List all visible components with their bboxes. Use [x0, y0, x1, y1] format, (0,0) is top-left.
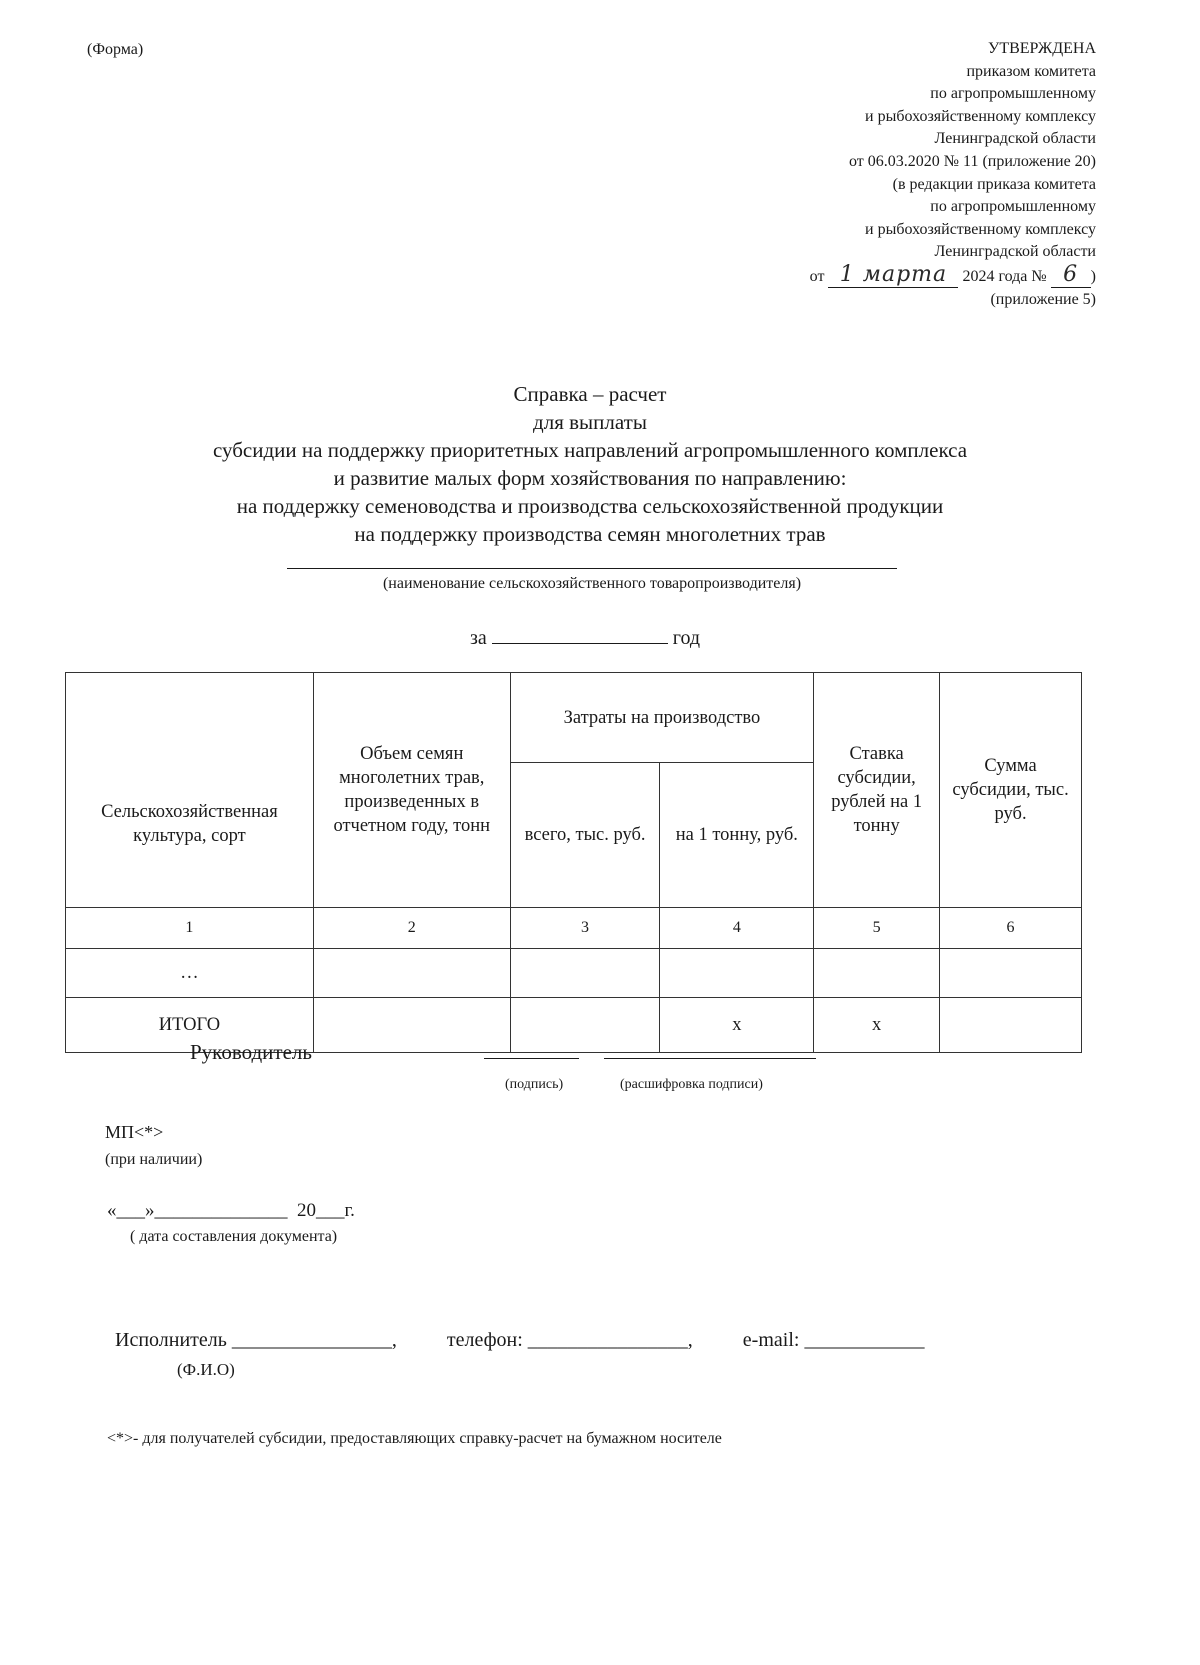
executor-caption: (Ф.И.О) [177, 1360, 235, 1379]
approval-date-line [616, 261, 1096, 289]
stamp-label: МП<*> [105, 1122, 164, 1142]
header-culture: Сельскохозяйственная культура, сорт [66, 673, 314, 908]
form-label: (Форма) [87, 41, 144, 58]
table-cell [940, 998, 1082, 1053]
header-sum: Сумма субсидии, тыс. руб. [940, 673, 1082, 908]
header-costs-group: Затраты на производство [510, 673, 814, 763]
col-number: 4 [660, 908, 814, 949]
title-line: на поддержку семеноводства и производства сельскохозяйственной продукции [236, 494, 944, 518]
producer-name-caption: (наименование сельскохозяйственного товаропроизводителя) [382, 575, 802, 592]
approval-line: Ленинградской области [934, 130, 1096, 148]
title-line: на поддержку производства семян многолетних трав [354, 522, 826, 546]
col-number: 2 [313, 908, 510, 949]
approval-line: и рыбохозяйственному комплексу [865, 107, 1096, 125]
approval-line: (в редакции приказа комитета [892, 175, 1096, 193]
table-header-row [66, 673, 1082, 763]
approval-line: по агропромышленному [930, 85, 1096, 103]
table-cell [510, 998, 660, 1053]
approval-line: УТВЕРЖДЕНА [987, 40, 1096, 57]
year-line [470, 625, 700, 650]
total-x-cell: x [814, 998, 940, 1053]
title-line: для выплаты [533, 410, 647, 434]
approval-line: Ленинградской области [934, 243, 1096, 261]
date-row: «___»______________ 20___г. [107, 1200, 355, 1221]
col-number: 1 [66, 908, 314, 949]
year-blank [492, 625, 668, 644]
approval-line: по агропромышленному [930, 198, 1096, 216]
table-cell [660, 949, 814, 998]
stamp-caption: (при наличии) [105, 1151, 203, 1168]
title-line: и развитие малых форм хозяйствования по направлению: [333, 466, 847, 490]
header-volume: Объем семян многолетних трав, произведенных в отчетном году, тонн [313, 673, 510, 908]
signature-decode-caption: (расшифровка подписи) [620, 1077, 763, 1092]
header-costs-per-ton: на 1 тонну, руб. [660, 763, 814, 908]
date-prefix: от [809, 267, 825, 285]
document-title [120, 380, 1060, 548]
date-caption: ( дата составления документа) [130, 1228, 338, 1245]
calculation-table [65, 672, 1082, 1053]
title-line: субсидии на поддержку приоритетных направлений агропромышленного комплекса [212, 438, 968, 462]
year-text: 2024 года № [962, 267, 1047, 285]
signature-caption: (подпись) [505, 1077, 564, 1092]
table-cell [940, 949, 1082, 998]
footnote: <*>- для получателей субсидии, предоставляющих справку-расчет на бумажном носителе [107, 1430, 722, 1447]
approval-block [616, 38, 1096, 311]
year-prefix: за [470, 627, 487, 649]
table-row [66, 949, 1082, 998]
table-cell [313, 998, 510, 1053]
close-paren: ) [1090, 267, 1096, 285]
approval-line: и рыбохозяйственному комплексу [865, 220, 1096, 238]
total-label: ИТОГО [66, 998, 314, 1053]
approval-line: (приложение 5) [990, 290, 1096, 308]
table-cell [814, 949, 940, 998]
table-cell [510, 949, 660, 998]
col-number: 3 [510, 908, 660, 949]
approval-line: приказом комитета [966, 62, 1096, 80]
signature-line [484, 1058, 579, 1059]
total-x-cell: x [660, 998, 814, 1053]
header-rate: Ставка субсидии, рублей на 1 тонну [814, 673, 940, 908]
approval-line: от 06.03.2020 № 11 (приложение 20) [849, 152, 1096, 170]
header-costs-total: всего, тыс. руб. [510, 763, 660, 908]
year-suffix: год [672, 627, 701, 649]
head-label: Руководитель [190, 1040, 312, 1064]
signature-decode-line [604, 1058, 816, 1059]
table-cell: … [66, 949, 314, 998]
col-number: 6 [940, 908, 1082, 949]
title-line: Справка – расчет [513, 382, 667, 406]
handwritten-number: 6 [1051, 264, 1091, 288]
table-cell [313, 949, 510, 998]
table-number-row [66, 908, 1082, 949]
producer-name-line [287, 568, 897, 569]
col-number: 5 [814, 908, 940, 949]
executor-row: Исполнитель ________________, телефон: ________________, e-mail: ____________ [115, 1329, 925, 1351]
handwritten-date: 1 марта [828, 264, 958, 288]
